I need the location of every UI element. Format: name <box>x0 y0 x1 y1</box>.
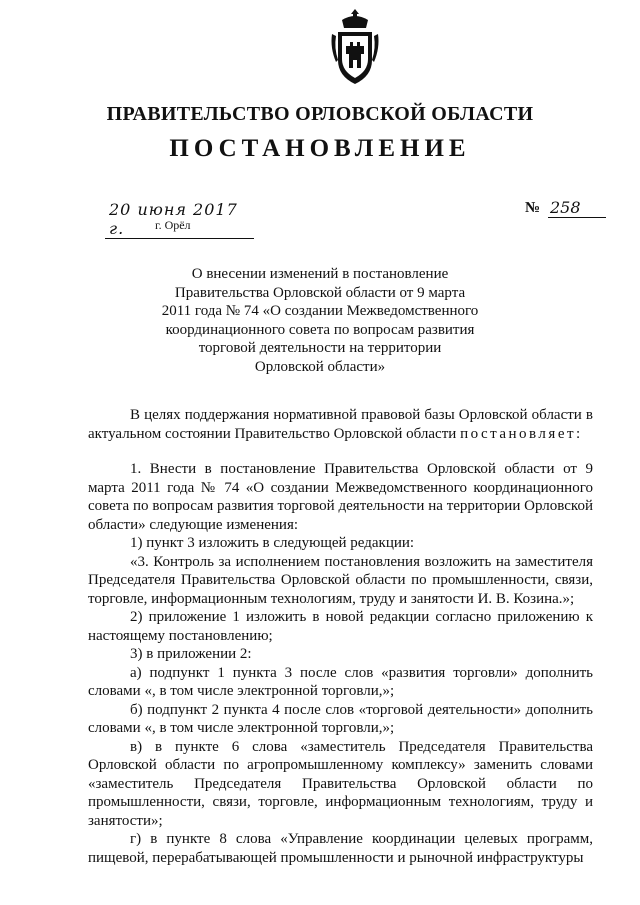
subject-line: Правительства Орловской области от 9 марта <box>174 284 466 301</box>
subject-line: О внесении изменений в постановление <box>191 266 449 282</box>
preamble-text: В целях поддержания нормативной правовой базы Орловской области в актуальном состоянии Правительство Орловской области <box>88 407 593 442</box>
coat-of-arms-icon <box>328 8 382 86</box>
number-label: № <box>525 200 541 216</box>
subitem-v: в) в пункте 6 слова «заместитель Председателя Правительства Орловской области по агропромышленному комплексу» заменить словами «заместитель Председателя Правительства Орловской области по промышленности, связи, торговле, информационным технологиям, труду и занятости»; <box>88 738 593 829</box>
item-1: 1. Внести в постановление Правительства Орловской области от 9 марта 2011 года № 74 «О создании Межведомственного координационного совета по вопросам развития торговой деятельности на территории Орловской области» следующие изменения: <box>88 461 593 533</box>
organization-name: ПРАВИТЕЛЬСТВО ОРЛОВСКОЙ ОБЛАСТИ <box>106 103 534 125</box>
subject-line: торговой деятельности на территории <box>198 340 442 356</box>
document-type: ПОСТАНОВЛЕНИЕ <box>169 135 471 162</box>
document-city: г. Орёл <box>155 218 191 232</box>
subject-line: координационного совета по вопросам развития <box>165 321 475 338</box>
subject-line: Орловской области» <box>254 358 386 375</box>
subitem-1: 1) пункт 3 изложить в следующей редакции: <box>130 535 415 551</box>
document-subject <box>150 265 490 376</box>
document-body <box>88 406 593 867</box>
subitem-g: г) в пункте 8 слова «Управление координации целевых программ, пищевой, перерабатывающей промышленности и рыночной инфраструктуры <box>88 831 593 866</box>
decree-word: постановляет: <box>460 425 583 442</box>
document-number: 258 <box>548 198 606 218</box>
preamble <box>88 406 593 443</box>
subitem-a: а) подпункт 1 пункта 3 после слов «развития торговли» дополнить словами «, в том числе электронной торговли,»; <box>88 664 593 699</box>
document-date: 20 июня 2017 г. <box>105 200 254 239</box>
subject-line: 2011 года № 74 «О создании Межведомственного <box>161 303 479 319</box>
quoted-clause: «3. Контроль за исполнением постановления возложить на заместителя Председателя Правительства Орловской области по промышленности, связи, торговле, информационным технологиям, труду и занятости И. В. Козина.»; <box>88 553 593 607</box>
subitem-3: 3) в приложении 2: <box>130 646 252 662</box>
subitem-2: 2) приложение 1 изложить в новой редакции согласно приложению к настоящему постановлению; <box>88 609 593 644</box>
subitem-b: б) подпункт 2 пункта 4 после слов «торговой деятельности» дополнить словами «, в том числе электронной торговли,»; <box>88 701 593 736</box>
